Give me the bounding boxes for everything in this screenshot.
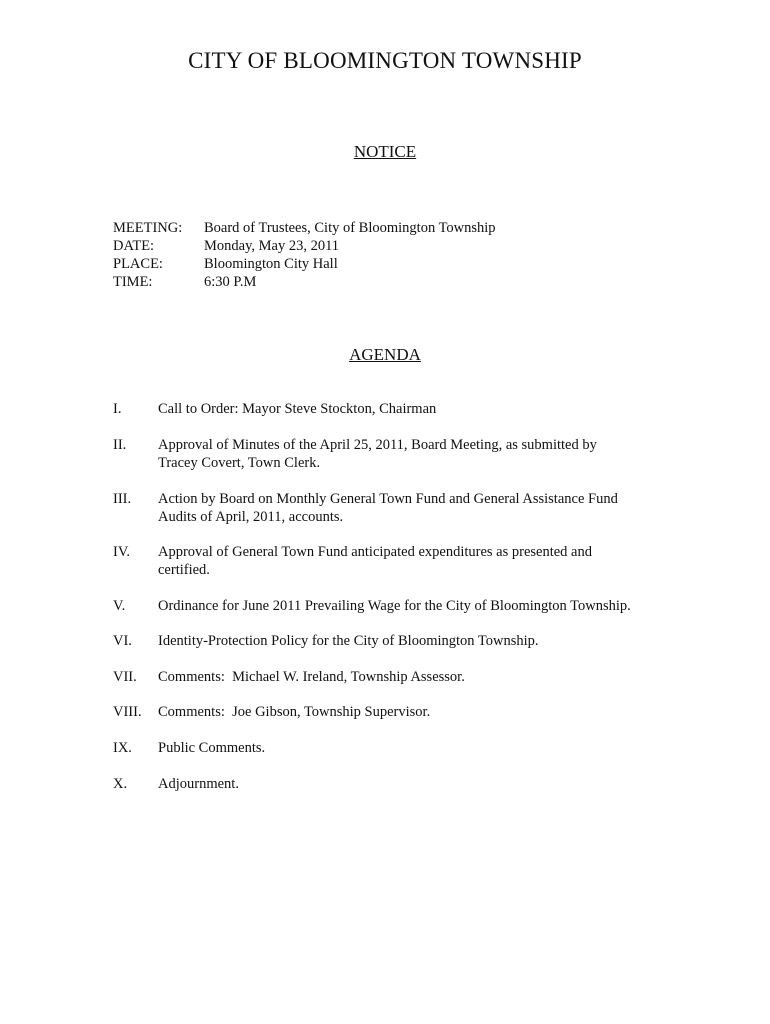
meeting-value: Board of Trustees, City of Bloomington Township xyxy=(204,220,496,236)
agenda-item xyxy=(113,400,668,418)
agenda-item xyxy=(113,632,668,650)
page-title: CITY OF BLOOMINGTON TOWNSHIP xyxy=(188,48,582,73)
agenda-item-number: VI. xyxy=(113,633,132,649)
agenda-item-number: III. xyxy=(113,491,132,507)
agenda-item-number: I. xyxy=(113,401,122,417)
agenda-item-line: Comments: Michael W. Ireland, Township Assessor. xyxy=(158,669,465,685)
agenda-item xyxy=(113,668,668,686)
agenda-item-text xyxy=(158,436,668,472)
date-value: Monday, May 23, 2011 xyxy=(204,238,340,254)
agenda-item-text xyxy=(158,490,668,526)
agenda-item-text xyxy=(158,668,668,686)
agenda-item-text xyxy=(158,703,668,721)
agenda-item-line: Adjournment. xyxy=(158,776,239,792)
time-value: 6:30 P.M xyxy=(204,274,257,290)
agenda-item-number: II. xyxy=(113,437,127,453)
agenda-item-text xyxy=(158,597,668,615)
meeting-info xyxy=(113,219,496,291)
agenda-item-line: certified. xyxy=(158,562,210,578)
agenda-item-text xyxy=(158,775,668,793)
agenda-heading: AGENDA xyxy=(349,345,421,364)
agenda-item-line: Comments: Joe Gibson, Township Supervisor. xyxy=(158,704,431,720)
notice-heading: NOTICE xyxy=(353,142,417,161)
agenda-item-line: Action by Board on Monthly General Town Fund and General Assistance Fund xyxy=(158,491,618,507)
agenda-item-number: VIII. xyxy=(113,704,142,720)
agenda-item-line: Approval of General Town Fund anticipated expenditures as presented and xyxy=(158,544,592,560)
meeting-info-row xyxy=(113,219,496,237)
meeting-info-row xyxy=(113,255,496,273)
place-label: PLACE: xyxy=(113,256,163,272)
meeting-info-row xyxy=(113,237,496,255)
meeting-info-row xyxy=(113,273,496,291)
agenda-item xyxy=(113,490,668,526)
agenda-item-line: Public Comments. xyxy=(158,740,266,756)
agenda-item-line: Identity-Protection Policy for the City of Bloomington Township. xyxy=(158,633,539,649)
agenda-item-text xyxy=(158,739,668,757)
agenda-item-number: V. xyxy=(113,598,126,614)
agenda-item-line: Call to Order: Mayor Steve Stockton, Chairman xyxy=(158,401,437,417)
agenda-item xyxy=(113,775,668,793)
agenda-item-line: Ordinance for June 2011 Prevailing Wage for the City of Bloomington Township. xyxy=(158,598,631,614)
agenda-item-line: Approval of Minutes of the April 25, 2011, Board Meeting, as submitted by xyxy=(158,437,597,453)
agenda-item-text xyxy=(158,543,668,579)
agenda-item-number: IX. xyxy=(113,740,132,756)
date-label: DATE: xyxy=(113,238,155,254)
agenda-item-text xyxy=(158,400,668,418)
agenda-item xyxy=(113,597,668,615)
agenda-item-line: Audits of April, 2011, accounts. xyxy=(158,509,344,525)
agenda-item-text xyxy=(158,632,668,650)
agenda-item-line: Tracey Covert, Town Clerk. xyxy=(158,455,321,471)
agenda-item xyxy=(113,436,668,472)
meeting-label: MEETING: xyxy=(113,220,183,236)
place-value: Bloomington City Hall xyxy=(204,256,338,272)
agenda-item-number: X. xyxy=(113,776,128,792)
agenda-item-number: VII. xyxy=(113,669,137,685)
time-label: TIME: xyxy=(113,274,153,290)
agenda-item xyxy=(113,543,668,579)
agenda-item xyxy=(113,703,668,721)
agenda-item xyxy=(113,739,668,757)
agenda-item-number: IV. xyxy=(113,544,131,560)
